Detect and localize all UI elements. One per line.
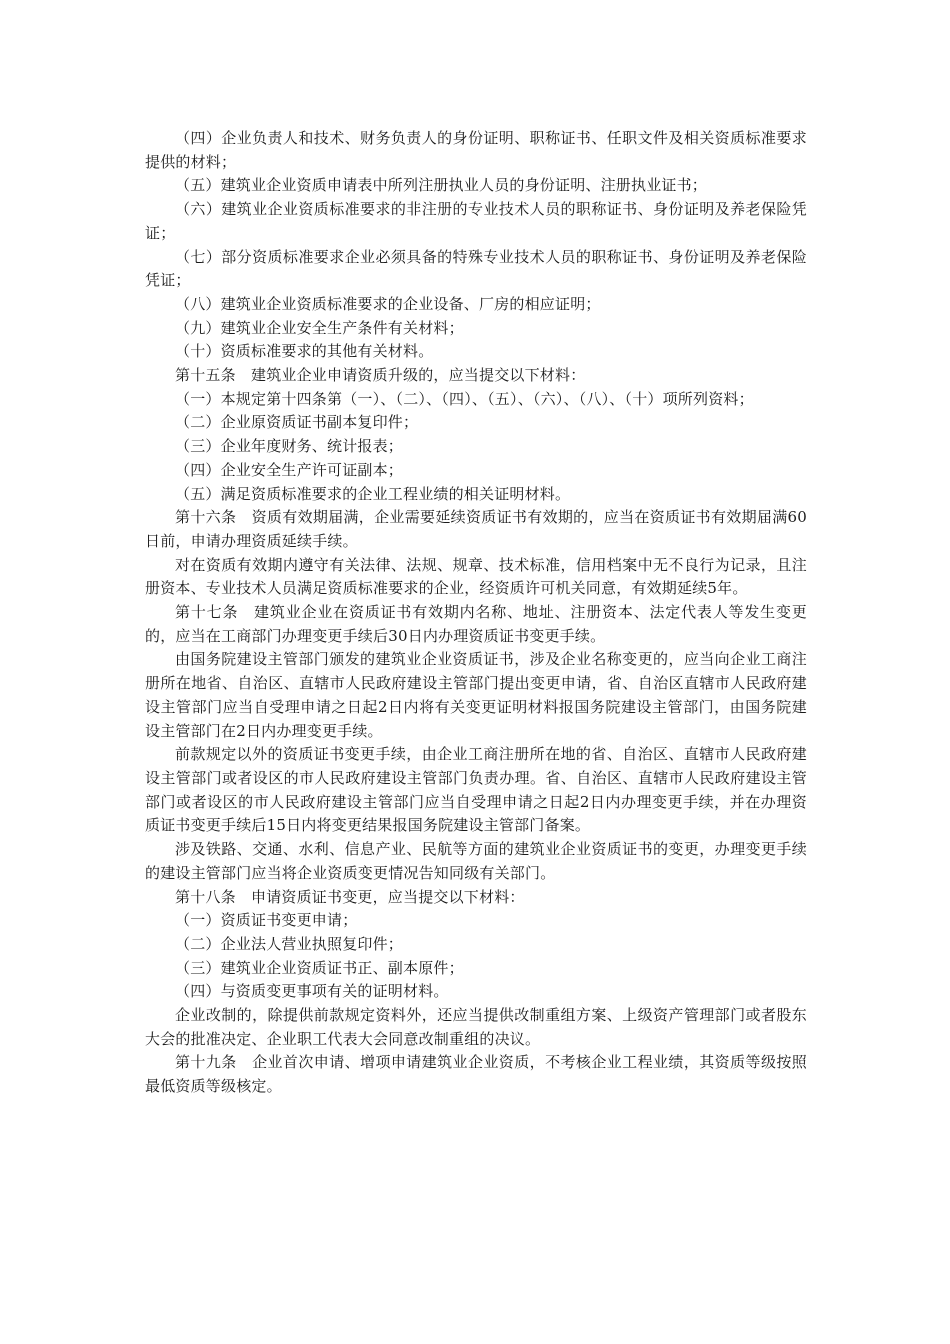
paragraph-item-5: （五）建筑业企业资质申请表中所列注册执业人员的身份证明、注册执业证书； bbox=[175, 176, 708, 195]
paragraph-item-15-4: （四）企业安全生产许可证副本； bbox=[175, 460, 404, 479]
paragraph-item-15-2: （二）企业原资质证书副本复印件； bbox=[175, 413, 419, 432]
article-17: 第十七条 建筑业企业在资质证书有效期内名称、地址、注册资本、法定代表人等发生变更的，应当在工商部门办理变更手续后30日内办理资质证书变更手续。 bbox=[145, 603, 807, 645]
paragraph-18-restructuring: 企业改制的，除提供前款规定资料外，还应当提供改制重组方案、上级资产管理部门或者股东大会的批准决定、企业职工代表大会同意改制重组的决议。 bbox=[145, 1006, 807, 1048]
article-19: 第十九条 企业首次申请、增项申请建筑业企业资质，不考核企业工程业绩，其资质等级按照最低资质等级核定。 bbox=[145, 1053, 807, 1096]
paragraph-17-special-industries: 涉及铁路、交通、水利、信息产业、民航等方面的建筑业企业资质证书的变更，办理变更手续的建设主管部门应当将企业资质变更情况告知同级有关部门。 bbox=[145, 840, 807, 882]
document-page bbox=[145, 127, 807, 1099]
paragraph-item-10: （十）资质标准要求的其他有关材料。 bbox=[175, 342, 434, 361]
article-16: 第十六条 资质有效期届满，企业需要延续资质证书有效期的，应当在资质证书有效期届满60日前，申请办理资质延续手续。 bbox=[145, 508, 807, 550]
paragraph-item-15-3: （三）企业年度财务、统计报表； bbox=[175, 437, 404, 456]
paragraph-item-18-4: （四）与资质变更事项有关的证明材料。 bbox=[175, 982, 449, 1001]
paragraph-item-7: （七）部分资质标准要求企业必须具备的特殊专业技术人员的职称证书、身份证明及养老保险凭证； bbox=[145, 247, 807, 290]
paragraph-16-extension: 对在资质有效期内遵守有关法律、法规、规章、技术标准，信用档案中无不良行为记录，且注册资本、专业技术人员满足资质标准要求的企业，经资质许可机关同意，有效期延续5年。 bbox=[145, 555, 807, 598]
paragraph-17-local: 前款规定以外的资质证书变更手续，由企业工商注册所在地的省、自治区、直辖市人民政府建设主管部门或者设区的市人民政府建设主管部门负责办理。省、自治区、直辖市人民政府建设主管部门或者设区的市人民政府建设主管部门应当自受理申请之日起2日内办理变更手续，并在办理资质证书变更手续后15日内将变更结果报国务院建设主管部门备案。 bbox=[145, 745, 807, 835]
paragraph-item-18-3: （三）建筑业企业资质证书正、副本原件； bbox=[175, 958, 464, 977]
paragraph-item-15-5: （五）满足资质标准要求的企业工程业绩的相关证明材料。 bbox=[175, 484, 571, 503]
paragraph-item-6: （六）建筑业企业资质标准要求的非注册的专业技术人员的职称证书、身份证明及养老保险凭证； bbox=[145, 200, 807, 242]
article-18: 第十八条 申请资质证书变更，应当提交以下材料： bbox=[175, 887, 525, 906]
paragraph-item-18-1: （一）资质证书变更申请； bbox=[175, 911, 358, 930]
paragraph-item-8: （八）建筑业企业资质标准要求的企业设备、厂房的相应证明； bbox=[175, 294, 601, 313]
article-15: 第十五条 建筑业企业申请资质升级的，应当提交以下材料： bbox=[175, 366, 586, 385]
paragraph-17-state-council: 由国务院建设主管部门颁发的建筑业企业资质证书，涉及企业名称变更的，应当向企业工商注册所在地省、自治区、直辖市人民政府建设主管部门提出变更申请，省、自治区直辖市人民政府建设主管部门应当自受理申请之日起2日内将有关变更证明材料报国务院建设主管部门，由国务院建设主管部门在2日内办理变更手续。 bbox=[145, 650, 807, 740]
paragraph-item-9: （九）建筑业企业安全生产条件有关材料； bbox=[175, 318, 464, 337]
paragraph-item-4: （四）企业负责人和技术、财务负责人的身份证明、职称证书、任职文件及相关资质标准要求提供的材料； bbox=[145, 129, 807, 171]
paragraph-item-15-1: （一）本规定第十四条第（一）、（二）、（四）、（五）、（六）、（八）、（十）项所列资料； bbox=[175, 389, 754, 408]
paragraph-item-18-2: （二）企业法人营业执照复印件； bbox=[175, 934, 404, 953]
